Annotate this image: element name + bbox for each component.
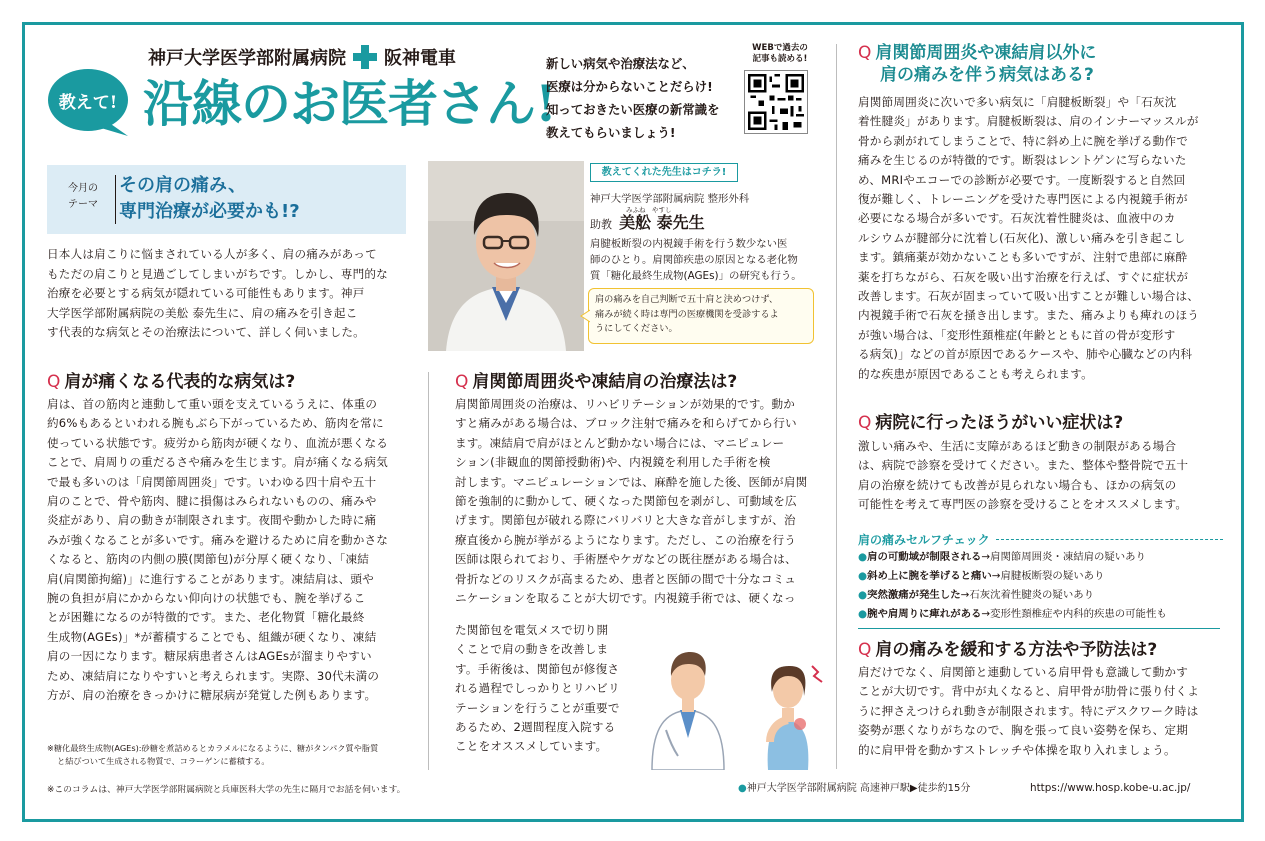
bubble-text: 教えて!: [58, 93, 118, 113]
doctor-ruby: みふね やすし: [626, 206, 672, 214]
bullet-icon: ●: [858, 608, 868, 620]
q-mark: Q: [455, 372, 469, 392]
section-body-when-to-visit: 激しい痛みや、生活に支障があるほど動きの制限がある場合 は、病院で診察を受けてください。また、整体や整骨院で五十 肩の治療を続けても改善が見られない場合も、ほかの病気の 可能性を考えて専門医の診察を受けることをオススメします。: [858, 439, 1189, 512]
q-mark: Q: [858, 43, 872, 63]
speech-bubble-badge: [46, 66, 132, 140]
bullet-icon: ●: [858, 589, 868, 601]
lead-paragraph: 日本人は肩こりに悩まされている人が多く、肩の痛みがあって もただの肩こりと見過ごしてしまいがちです。しかし、専門的な 治療を必要とする病気が隠れている可能性もあります。神戸 大学医学部附属病院の美舩 泰先生に、肩の痛みを引き起こ す代表的な病気とその治療法について、詳しく伺いました。: [47, 247, 388, 340]
intro-text: 新しい病気や治療法など、 医療は分からないことだらけ! 知っておきたい医療の新常識を 教えてもらいましょう!: [546, 56, 720, 140]
section-heading-other-diseases: Q 肩関節周囲炎や凍結肩以外に 肩の痛みを伴う病気はある?: [858, 43, 1097, 85]
theme-divider: [115, 175, 116, 224]
self-check-item: ●斜め上に腕を挙げると痛い→肩腱板断裂の疑いあり: [858, 570, 1105, 582]
column-divider-right: [836, 44, 837, 769]
footer-url[interactable]: https://www.hosp.kobe-u.ac.jp/: [1030, 782, 1191, 794]
section-heading-prevention: Q 肩の痛みを緩和する方法や予防法は?: [858, 640, 1158, 660]
qr-caption: WEBで過去の 記事も読める!: [752, 43, 808, 64]
self-check-item: ●肩の可動域が制限される→肩関節周囲炎・凍結肩の疑いあり: [858, 551, 1146, 563]
section-body-treatment: 肩関節周囲炎の治療は、リハビリテーションが効果的です。動か すと痛みがある場合は、ブロック注射で痛みを和らげてから行い ます。凍結肩で肩がほとんど動かない場合には、マニピュレー ション(非観血的関節授動術)や、内視鏡を利用した手術を検 討します。マニピュレーションでは、麻酔を施した後、医師が肩関 節を強制的に動かして、硬くなった関節包を剥がし、可動域を広 げます。関節包が破れる際にバリバリと大きな音がしますが、治 療直後から腕が挙がるようになります。ただし、この治療を行う 医師は限られており、手術歴やケガなどの既往歴がある場合は、 骨折などのリスクが高まるため、患者と医師の間で十分なコミュ ニケーションを取ることが大切です。内視鏡手術では、硬くなっ: [455, 397, 808, 606]
location-dot-icon: ●: [738, 783, 747, 794]
theme-title: その肩の痛み、 専門治療が必要かも!?: [119, 175, 300, 222]
doctor-affiliation: 神戸大学医学部附属病院 整形外科: [590, 193, 750, 205]
bullet-icon: ●: [858, 551, 868, 563]
qr-code[interactable]: [744, 70, 808, 134]
section-heading-treatment: Q 肩関節周囲炎や凍結肩の治療法は?: [455, 372, 738, 392]
q-mark: Q: [858, 640, 872, 660]
footnote: ※糖化最終生成物(AGEs):砂糖を煮詰めるとカラメルになるように、糖がタンパク質や脂質 と結びついて生成される物質で、コラーゲンに蓄積する。: [47, 743, 379, 766]
doctor-name: 美舩 泰先生: [619, 213, 705, 232]
self-check-list: [858, 548, 1228, 624]
doctor-patient-illustration: [638, 630, 828, 770]
footer-note: ※このコラムは、神戸大学医学部附属病院と兵庫医科大学の先生に隔月でお話を伺います。: [47, 785, 406, 795]
doctor-advice-bubble: 肩の痛みを自己判断で五十肩と決めつけず、 痛みが続く時は専門の医療機関を受診するよ うにしてください。: [588, 288, 814, 344]
section-heading-when-to-visit: Q 病院に行ったほうがいい症状は?: [858, 413, 1124, 433]
sponsor-railway: 阪神電車: [384, 48, 456, 69]
self-check-item: ●腕や肩周りに痺れがある→変形性頚椎症や内科的疾患の可能性も: [858, 608, 1167, 620]
self-check-item: ●突然激痛が発生した→石灰沈着性腱炎の疑いあり: [858, 589, 1094, 601]
self-check-bottom-rule: [858, 628, 1220, 629]
bullet-icon: ●: [858, 570, 868, 582]
sponsor-line: [148, 44, 456, 70]
self-check-title-row: [858, 530, 1223, 548]
doctor-profile: 肩腱板断裂の内視鏡手術を行う数少ない医 師のひとり。肩関節疾患の原因となる老化物 質「糖化最終生成物(AGEs)」の研究も行う。: [590, 238, 802, 282]
page-title: 沿線のお医者さん!: [143, 74, 556, 133]
section-body-other-diseases: 肩関節周囲炎に次いで多い病気に「肩腱板断裂」や「石灰沈 着性腱炎」があります。肩腱板断裂は、肩のインナーマッスルが 骨から剥がれてしまうことで、特に斜め上に腕を挙げる動作で 痛みを生じるのが特徴的です。断裂はレントゲンに写らないた め、MRIやエコーでの診断が必要です。一度断裂すると自然回 復が難しく、トレーニングを受けた専門医による内視鏡手術が 必要になる場合が多いです。石灰沈着性腱炎は、血液中のカ ルシウムが腱部分に沈着し(石灰化)、激しい痛みを引き起こし ます。鎮痛薬が効かないことも多いですが、注射で患部に麻酔 薬を打ちながら、石灰を吸い出す治療を行えば、すぐに症状が 改善します。石灰が固まっていて吸い出すことが難しい場合は、 内視鏡手術で石灰を掻き出します。また、痛みよりも痺れのほう が強い場合は、「変形性頚椎症(年齢とともに首の骨が変形す る病気)」などの首が原因であるケースや、肺や心臓などの内科 的な疾患が原因であることも考えられます。: [858, 95, 1200, 381]
footer-access: ●神戸大学医学部附属病院 高速神戸駅▶徒歩約15分: [738, 783, 971, 794]
q-mark: Q: [858, 413, 872, 433]
cross-icon: [352, 44, 378, 70]
doctor-photo: [428, 161, 584, 351]
doctor-name-line: [590, 212, 705, 236]
self-check-rule: [996, 539, 1223, 540]
self-check-title: 肩の痛みセルフチェック: [858, 532, 990, 547]
section-body-common-diseases: 肩は、首の筋肉と連動して重い頭を支えているうえに、体重の 約6%もあるといわれる腕もぶら下がっているため、筋肉を常に 使っている状態です。疲労から筋肉が硬くなり、血流が悪くなる ことで、肩周りの重だるさや痛みを生じます。肩が痛くなる病気 で最も多いのは「肩関節周囲炎」です。いわゆる四十肩や五十 肩のことで、骨や筋肉、腱に損傷はみられないものの、痛みや 炎症があり、肩の動きが制限されます。夜間や動かした時に痛 みが強くなることが多いです。痛みを避けるために肩を動かさな くなると、筋肉の内側の膜(関節包)が分厚く硬くなり、「凍結 肩(肩関節拘縮)」に進行することがあります。凍結肩は、頭や 腕の負担が肩にかからない仰向けの状態でも、腕を挙げるこ とが困難になるのが特徴的です。また、老化物質「糖化最終 生成物(AGEs)」*が蓄積することでも、組織が硬くなり、凍結 肩の一因になります。糖尿病患者さんはAGEsが溜まりやすい ため、凍結肩になりやすいと考えられます。実際、30代未満の 方が、肩の治療をきっかけに糖尿病が発覚した例もあります。: [47, 397, 389, 703]
section-body-prevention: 肩だけでなく、肩関節と連動している肩甲骨も意識して動かす ことが大切です。背中が丸くなると、肩甲骨が肋骨に張り付くよ うに押さえつけられ動きが制限されます。特にデスクワーク時は 姿勢が悪くなりがちなので、胸を張って良い姿勢を保ち、定期 的に肩甲骨を動かすストレッチや体操を取り入れましょう。: [858, 665, 1200, 757]
column-divider-left: [428, 372, 429, 770]
q-mark: Q: [47, 372, 61, 392]
section-heading-common-diseases: Q 肩が痛くなる代表的な病気は?: [47, 372, 296, 392]
section-body-treatment-continued: た関節包を電気メスで切り開 くことで肩の動きを改善しま す。手術後は、関節包が修復さ れる過程でしっかりとリハビリ テーションを行うことが重要で あるため、2週間程度入院する ことをオススメしています。: [455, 623, 620, 754]
theme-label: 今月の テーマ: [68, 183, 98, 210]
theme-box: [47, 165, 406, 234]
doctor-rank: 助教: [590, 218, 612, 231]
doctor-tag: 教えてくれた先生はコチラ!: [590, 163, 738, 182]
sponsor-hospital: 神戸大学医学部附属病院: [148, 48, 346, 69]
